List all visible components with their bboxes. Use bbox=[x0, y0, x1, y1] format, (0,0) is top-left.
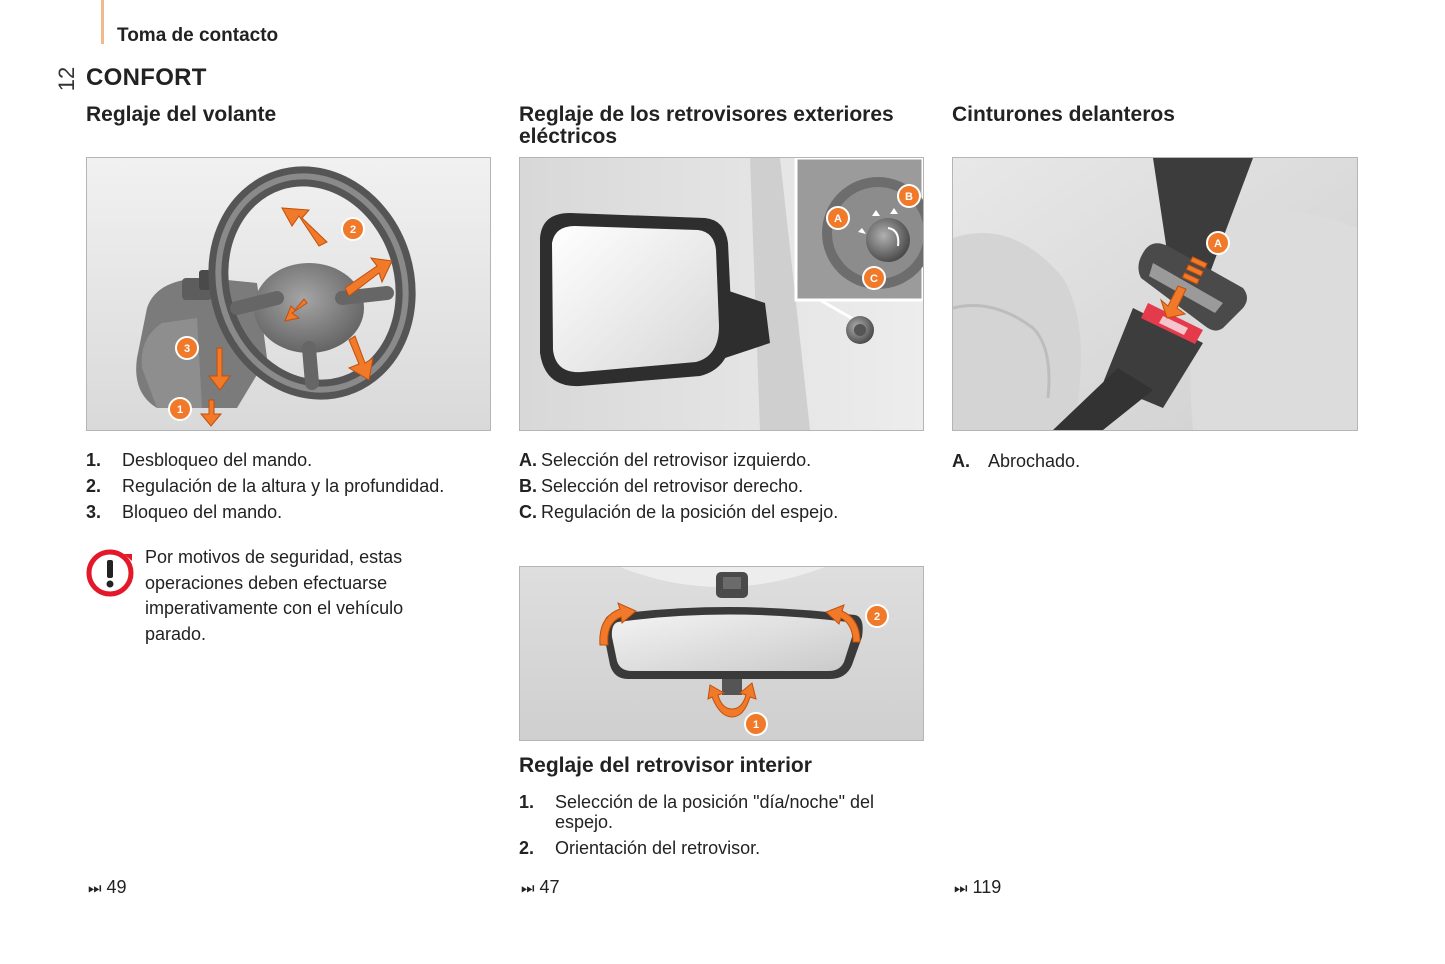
warning-icon bbox=[86, 549, 136, 599]
list-item: B. Selección del retrovisor derecho. bbox=[519, 476, 804, 496]
mirrors-list bbox=[519, 450, 929, 528]
mirror-callout-b: B bbox=[905, 191, 913, 203]
interior-callout-1: 1 bbox=[752, 719, 760, 731]
steering-title: Reglaje del volante bbox=[86, 103, 277, 126]
belt-callout-a: A bbox=[1214, 238, 1222, 250]
mirror-callout-a: A bbox=[834, 213, 842, 225]
list-item: 2. Regulación de la altura y la profundidad. bbox=[86, 476, 445, 496]
list-item: C. Regulación de la posición del espejo. bbox=[519, 502, 839, 522]
list-item: 1. Desbloqueo del mando. bbox=[86, 450, 313, 470]
list-item: 2. Orientación del retrovisor. bbox=[519, 838, 761, 858]
warning-text: Por motivos de seguridad, estas operaciones deben efectuarse imperativamente con el vehículo parado. bbox=[145, 547, 404, 644]
skip-forward-icon: ⏭ bbox=[954, 880, 968, 897]
interior-mirror-figure bbox=[519, 566, 924, 741]
list-item: 3. Bloqueo del mando. bbox=[86, 502, 283, 522]
chapter-title: CONFORT bbox=[86, 64, 207, 91]
steering-callout-1: 1 bbox=[176, 404, 184, 416]
belts-title: Cinturones delanteros bbox=[952, 103, 1175, 126]
steering-callout-3: 3 bbox=[183, 343, 191, 355]
section-label: Toma de contacto bbox=[117, 25, 279, 46]
page-reference-belts[interactable]: ⏭ 119 bbox=[954, 877, 1002, 897]
page-number: 12 bbox=[54, 66, 79, 92]
page-reference-mirrors[interactable]: ⏭ 47 bbox=[521, 877, 560, 897]
skip-forward-icon: ⏭ bbox=[88, 880, 102, 897]
interior-mirror-list bbox=[519, 792, 919, 864]
list-item: A. Selección del retrovisor izquierdo. bbox=[519, 450, 812, 470]
page-reference-steering[interactable]: ⏭ 49 bbox=[88, 877, 127, 897]
mirror-callout-c: C bbox=[870, 273, 878, 285]
interior-callout-2: 2 bbox=[873, 611, 881, 623]
steering-list bbox=[86, 450, 496, 528]
mirrors-title: Reglaje de los retrovisores exteriores eléctricos bbox=[519, 103, 894, 148]
seat-belt-figure bbox=[952, 157, 1358, 431]
interior-mirror-title: Reglaje del retrovisor interior bbox=[519, 754, 812, 777]
exterior-mirror-figure bbox=[519, 157, 924, 431]
steering-callout-2: 2 bbox=[349, 224, 357, 236]
list-item: A. Abrochado. bbox=[952, 451, 1081, 471]
header-accent-rule bbox=[101, 0, 104, 44]
list-item: 1. Selección de la posición "día/noche" del espejo. bbox=[519, 792, 874, 832]
belts-list bbox=[952, 451, 1352, 477]
skip-forward-icon: ⏭ bbox=[521, 880, 535, 897]
steering-wheel-figure bbox=[86, 157, 491, 431]
